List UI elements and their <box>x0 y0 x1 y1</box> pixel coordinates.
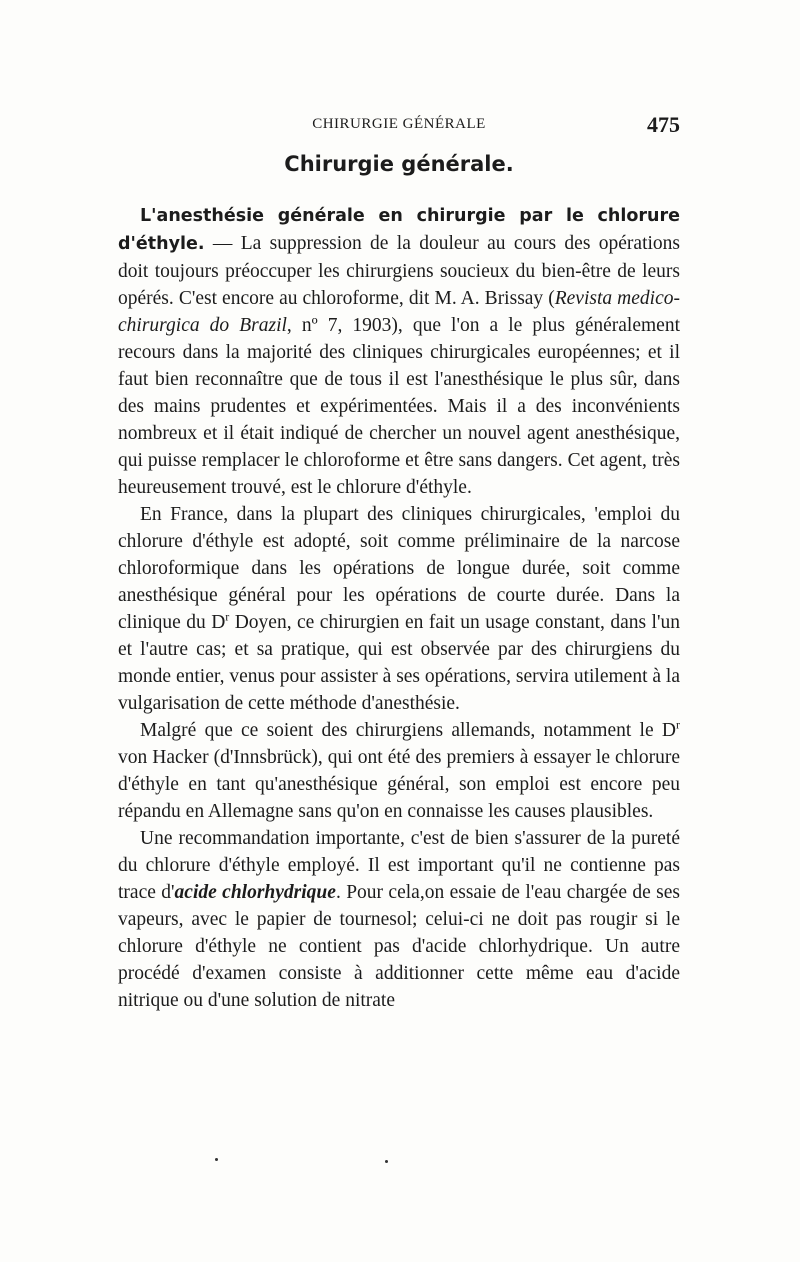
page-number: 475 <box>647 112 680 137</box>
paragraph-2 <box>118 501 680 717</box>
section-title: Chirurgie générale. <box>284 152 514 176</box>
print-speck <box>215 1158 218 1161</box>
article-title: L'anesthésie générale en chirurgie par le chlorure d'éthyle. <box>118 206 680 254</box>
paragraph-2-text-a: En France, dans la plupart des cliniques chirurgicales, 'emploi du chlorure d'éthyle est adopté, soit comme préliminaire de la narcose chloroformique dans les opérations de longue durée, soit comme anesthésique général pour les opérations de courte durée. Dans la clinique du D <box>118 504 680 633</box>
paragraph-1-text-b: , nº 7, 1903), que l'on a le plus généralement recours dans la majorité des cliniques chirurgicales européennes; et il faut bien reconnaître que de tous il est l'anesthésique le plus sûr, dans des mains prudentes et expérimentées. Mais il a des inconvénients nombreux et il était indiqué de chercher un nouvel agent anesthésique, qui puisse remplacer le chloroforme et être sans dangers. Cet agent, très heureusement trouvé, est le chlorure d'éthyle. <box>118 315 680 498</box>
paragraph-1 <box>118 202 680 501</box>
chemical-term: acide chlorhydrique <box>174 882 336 903</box>
paragraph-1-text-a: — La suppression de la douleur au cours des opérations doit toujours préoccuper les chirurgiens soucieux du bien-être de leurs opérés. C'est encore au chloroforme, dit M. A. Brissay ( <box>118 233 680 309</box>
running-title: CHIRURGIE GÉNÉRALE <box>312 116 486 132</box>
article-body <box>118 202 680 1014</box>
journal-name: Revista medico-chirurgica do Brazil <box>118 288 680 336</box>
book-page <box>118 112 680 1014</box>
doctor-abbrev-sup: r <box>676 717 680 732</box>
paragraph-4 <box>118 825 680 1014</box>
print-specks <box>0 1158 800 1168</box>
paragraph-2-text-b: Doyen, ce chirurgien en fait un usage constant, dans l'un et l'autre cas; et sa pratique, qui est observée par des chirurgiens du monde entier, venus pour assister à ses opérations, servira utilement à la vulgarisation de cette méthode d'anesthésie. <box>118 612 680 714</box>
paragraph-4-text-a: Une recommandation importante, c'est de bien s'assurer de la pureté du chlorure d'éthyle employé. Il est important qu'il ne contienne pas trace d' <box>118 828 680 903</box>
paragraph-3 <box>118 717 680 825</box>
running-head <box>118 112 680 142</box>
paragraph-4-text-b: . Pour cela,on essaie de l'eau chargée de ses vapeurs, avec le papier de tournesol; celui-ci ne doit pas rougir si le chlorure d'éthyle ne contient pas d'acide chlorhydrique. Un autre procédé d'examen consiste à additionner cette même eau d'acide nitrique ou d'une solution de nitrate <box>118 882 681 1011</box>
paragraph-3-text-b: von Hacker (d'Innsbrück), qui ont été des premiers à essayer le chlorure d'éthyle en tant qu'anesthésique général, son emploi est encore peu répandu en Allemagne sans qu'on en connaisse les causes plausibles. <box>118 747 680 822</box>
doctor-abbrev-sup: r <box>225 609 230 624</box>
paragraph-3-text-a: Malgré que ce soient des chirurgiens allemands, notamment le D <box>140 720 676 741</box>
print-speck <box>385 1160 388 1163</box>
